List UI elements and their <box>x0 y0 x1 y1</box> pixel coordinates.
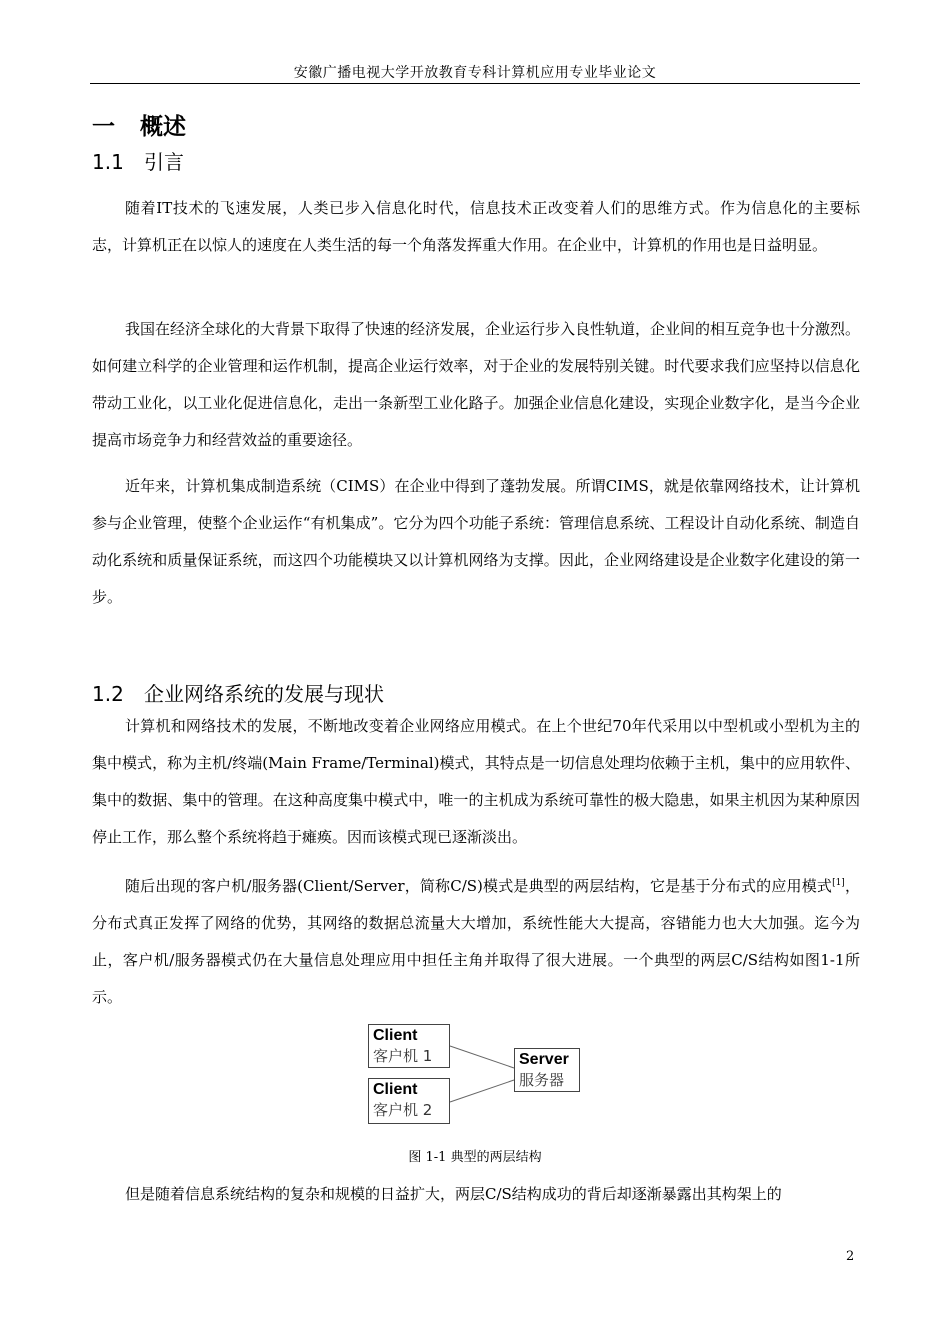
paragraph: 计算机和网络技术的发展，不断地改变着企业网络应用模式。在上个世纪70年代采用以中型机或小型机为主的集中模式，称为主机/终端(Main Frame/Terminal)模式，其特点是一切信息处理均依赖于主机，集中的应用软件、集中的数据、集中的管理。在这种高度集中模式中，唯一的主机成为系统可靠性的极大隐患，如果主机因为某种原因停止工作，那么整个系统将趋于瘫痪。因而该模式现已逐渐淡出。 <box>92 717 860 846</box>
citation-reference: [1] <box>832 878 845 888</box>
client-node-1 <box>368 1024 450 1068</box>
client-label: Client <box>373 1081 418 1098</box>
cs-architecture-diagram <box>368 1022 582 1126</box>
chapter-number: 一 <box>92 114 115 140</box>
section-heading-1-2 <box>92 678 384 707</box>
client-label-zh: 客户机 1 <box>373 1047 433 1065</box>
client-node-2 <box>368 1078 450 1124</box>
section-heading-1-1 <box>92 146 184 175</box>
paragraph: 随着IT技术的飞速发展，人类已步入信息化时代，信息技术正改变着人们的思维方式。作为信息化的主要标志，计算机正在以惊人的速度在人类生活的每一个角落发挥重大作用。在企业中，计算机的作用也是日益明显。 <box>92 199 860 254</box>
header-rule <box>90 83 860 84</box>
section-number: 1.1 <box>92 150 124 174</box>
paragraph: 近年来，计算机集成制造系统（CIMS）在企业中得到了蓬勃发展。所谓CIMS，就是依靠网络技术，让计算机参与企业管理，使整个企业运作“有机集成”。它分为四个功能子系统：管理信息系统、工程设计自动化系统、制造自动化系统和质量保证系统，而这四个功能模块又以计算机网络为支撑。因此，企业网络建设是企业数字化建设的第一步。 <box>92 477 860 606</box>
connector-line-client1 <box>450 1046 514 1068</box>
section-number: 1.2 <box>92 682 124 706</box>
server-node <box>514 1048 580 1092</box>
header-title: 安徽广播电视大学开放教育专科计算机应用专业毕业论文 <box>293 65 657 81</box>
chapter-heading <box>92 108 186 141</box>
paragraph: 我国在经济全球化的大背景下取得了快速的经济发展，企业运行步入良性轨道，企业间的相互竞争也十分激烈。如何建立科学的企业管理和运作机制，提高企业运行效率，对于企业的发展特别关键。时代要求我们应坚持以信息化带动工业化，以工业化促进信息化，走出一条新型工业化路子。加强企业信息化建设，实现企业数字化，是当今企业提高市场竞争力和经营效益的重要途径。 <box>92 320 861 449</box>
paragraph-text: 随后出现的客户机/服务器(Client/Server，简称C/S)模式是典型的两层结构，它是基于分布式的应用模式 <box>125 877 833 895</box>
server-label: Server <box>519 1051 569 1068</box>
server-label-zh: 服务器 <box>519 1071 565 1089</box>
client-label-zh: 客户机 2 <box>373 1101 433 1119</box>
connector-line-client2 <box>450 1080 514 1102</box>
figure-caption: 图 1-1 典型的两层结构 <box>408 1150 542 1165</box>
section-title: 企业网络系统的发展与现状 <box>144 682 384 706</box>
section-title: 引言 <box>144 150 184 174</box>
chapter-title: 概述 <box>140 114 186 140</box>
paragraph-text: ，分布式真正发挥了网络的优势，其网络的数据总流量大大增加，系统性能大大提高，容错能力也大大加强。迄今为止，客户机/服务器模式仍在大量信息处理应用中担任主角并取得了很大进展。一个典型的两层C/S结构如图1-1所示。 <box>92 877 860 1006</box>
page-number: 2 <box>846 1249 855 1264</box>
paragraph-with-reference <box>92 868 860 1016</box>
paragraph: 但是随着信息系统结构的复杂和规模的日益扩大，两层C/S结构成功的背后却逐渐暴露出其构架上的 <box>125 1185 782 1203</box>
client-label: Client <box>373 1027 418 1044</box>
